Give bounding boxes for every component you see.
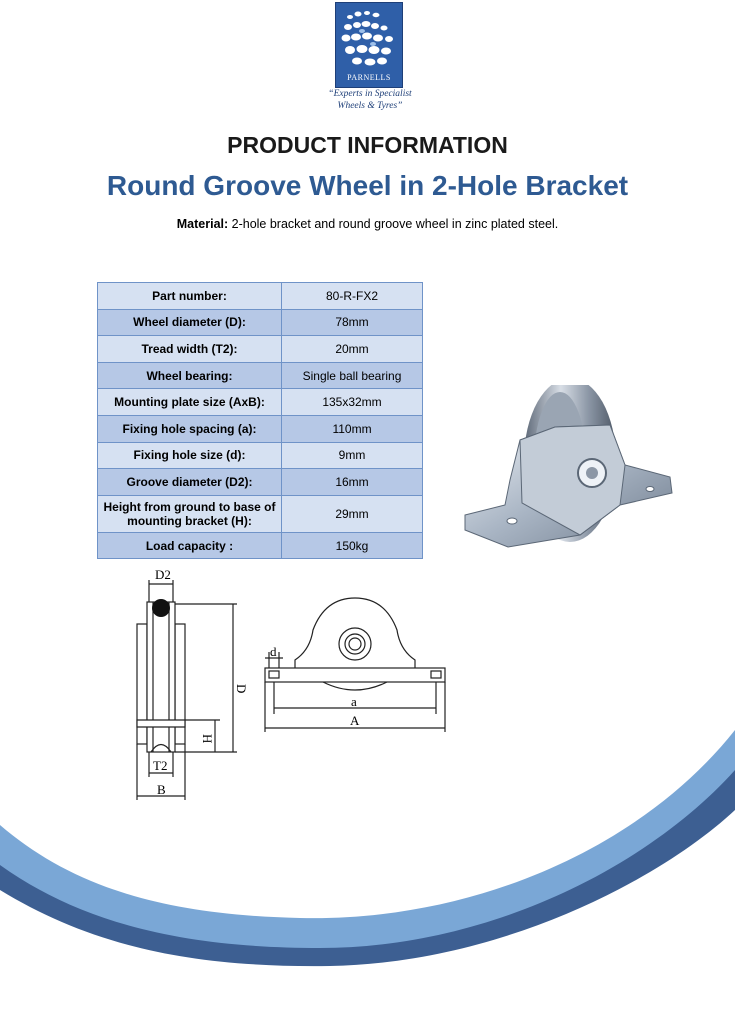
product-title: Round Groove Wheel in 2-Hole Bracket	[106, 170, 629, 201]
groove-bead	[152, 599, 170, 617]
label-t2: T2	[153, 758, 168, 773]
spec-row	[98, 362, 423, 389]
label-h: H	[200, 734, 215, 744]
spec-key: Wheel bearing:	[98, 362, 282, 389]
product-image	[460, 385, 680, 555]
label-a: A	[350, 713, 360, 728]
spec-key: Part number:	[98, 283, 282, 310]
spec-value: 9mm	[282, 442, 423, 469]
material-line	[0, 217, 735, 231]
section-heading: PRODUCT INFORMATION	[227, 132, 508, 158]
spec-key: Load capacity :	[98, 532, 282, 559]
label-a-small: a	[351, 694, 357, 709]
spec-key: Fixing hole spacing (a):	[98, 415, 282, 442]
spec-row	[98, 415, 423, 442]
label-b: B	[157, 782, 166, 797]
spec-value: Single ball bearing	[282, 362, 423, 389]
spec-row	[98, 283, 423, 310]
label-d: D	[234, 684, 249, 694]
label-d2: D2	[155, 567, 171, 582]
tagline-line-2: Wheels & Tyres”	[337, 101, 403, 111]
spec-key: Mounting plate size (AxB):	[98, 389, 282, 416]
spec-key: Tread width (T2):	[98, 336, 282, 363]
tagline-line-1: “Experts in Specialist	[328, 89, 412, 99]
spec-row	[98, 442, 423, 469]
material-text: 2-hole bracket and round groove wheel in zinc plated steel.	[228, 217, 559, 231]
spec-key: Groove diameter (D2):	[98, 469, 282, 496]
spec-value: 80-R-FX2	[282, 283, 423, 310]
spec-value: 78mm	[282, 309, 423, 336]
spec-value: 150kg	[282, 532, 423, 559]
logo-tagline	[300, 88, 440, 112]
label-d-small: d	[270, 644, 277, 659]
company-logo	[335, 2, 403, 88]
spec-row	[98, 532, 423, 559]
material-label: Material:	[176, 217, 229, 231]
spec-value: 29mm	[282, 495, 423, 532]
spec-key: Height from ground to base of mounting bracket (H):	[98, 495, 282, 532]
spec-row	[98, 309, 423, 336]
spec-row	[98, 389, 423, 416]
spec-key: Wheel diameter (D):	[98, 309, 282, 336]
decorative-wave	[0, 690, 735, 1024]
spec-row	[98, 336, 423, 363]
spec-row	[98, 495, 423, 532]
spec-value: 16mm	[282, 469, 423, 496]
logo-pebbles-graphic	[336, 5, 402, 75]
spec-row	[98, 469, 423, 496]
spec-value: 110mm	[282, 415, 423, 442]
spec-value: 135x32mm	[282, 389, 423, 416]
spec-key: Fixing hole size (d):	[98, 442, 282, 469]
spec-value: 20mm	[282, 336, 423, 363]
spec-table	[97, 282, 423, 559]
logo-brand-name: PARNELLS	[347, 73, 391, 82]
